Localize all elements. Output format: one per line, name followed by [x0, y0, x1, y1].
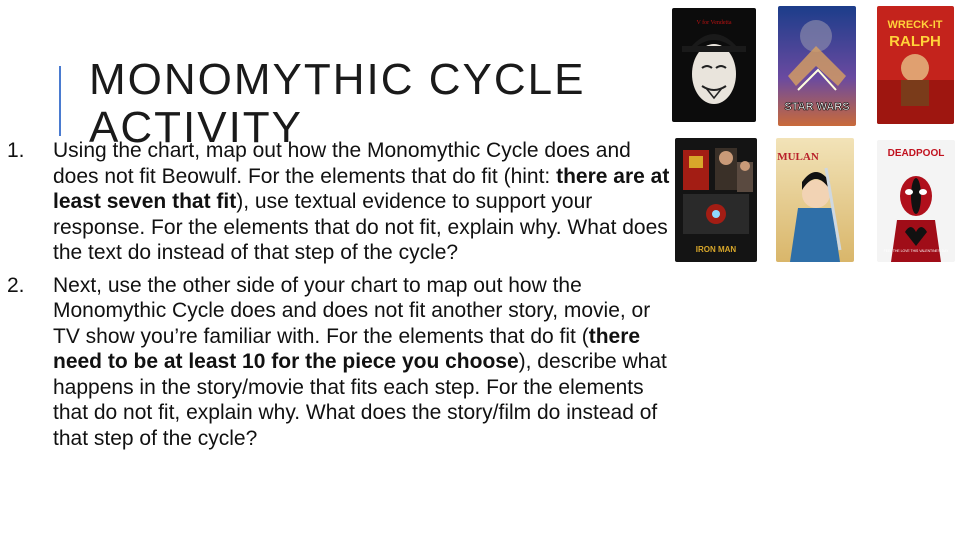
starwars-poster-image — [778, 6, 856, 126]
poster-deadpool — [877, 140, 955, 262]
slide-title-line-2: ACTIVITY — [89, 103, 304, 152]
mulan-poster-image — [776, 138, 854, 262]
ironman-poster-image — [675, 138, 757, 262]
slide-title-line-1: MONOMYTHIC CYCLE — [89, 55, 586, 104]
poster-title-text: MULAN — [777, 151, 819, 163]
instruction-emphasis: there need to be at least 10 for the piece you choose — [53, 324, 641, 373]
poster-title-text: V for Vendetta — [696, 20, 732, 26]
poster-wreck-it-ralph — [877, 6, 954, 124]
instruction-number: 2. — [7, 273, 25, 297]
poster-title-text: IRON MAN — [695, 245, 737, 254]
instruction-item — [0, 273, 670, 452]
instructions-list — [0, 138, 670, 458]
poster-title-text: DEADPOOL — [887, 148, 945, 159]
instruction-text: Next, use the other side of your chart to map out how the Monomythic Cycle does and does not fit another story, movie, or TV show you’re familiar with. For the elements that do fit ( — [53, 273, 651, 348]
poster-v-for-vendetta — [672, 8, 756, 122]
mask-poster-image — [672, 8, 756, 122]
poster-star-wars — [778, 6, 856, 126]
instruction-number: 1. — [7, 139, 25, 162]
deadpool-poster-image — [877, 140, 955, 262]
poster-title-text: RALPH — [889, 33, 941, 50]
instruction-text: ), use textual evidence to support your response. For the elements that do not fit, explain why. What does the text do instead of that step of the cycle? — [53, 190, 668, 264]
instruction-emphasis: there are at least seven that fit — [53, 164, 670, 213]
instruction-item — [0, 138, 670, 266]
instruction-text: ), describe what happens in the story/movie that fits each step. For the elements that do not fit, explain why. What does the story/film do instead of that step of the cycle? — [53, 350, 667, 450]
poster-iron-man — [675, 138, 757, 262]
poster-tagline: FEEL THE LOVE THIS VALENTINE'S DAY — [883, 249, 949, 253]
poster-title-text: STAR WARS — [784, 101, 850, 113]
instruction-text: Using the chart, map out how the Monomythic Cycle does and does not fit Beowulf. For the elements that do fit (hint: — [53, 139, 631, 188]
poster-title-text: WRECK-IT — [887, 19, 943, 31]
title-accent-bar — [59, 66, 61, 136]
poster-mulan — [776, 138, 854, 262]
ralph-poster-image — [877, 6, 954, 124]
